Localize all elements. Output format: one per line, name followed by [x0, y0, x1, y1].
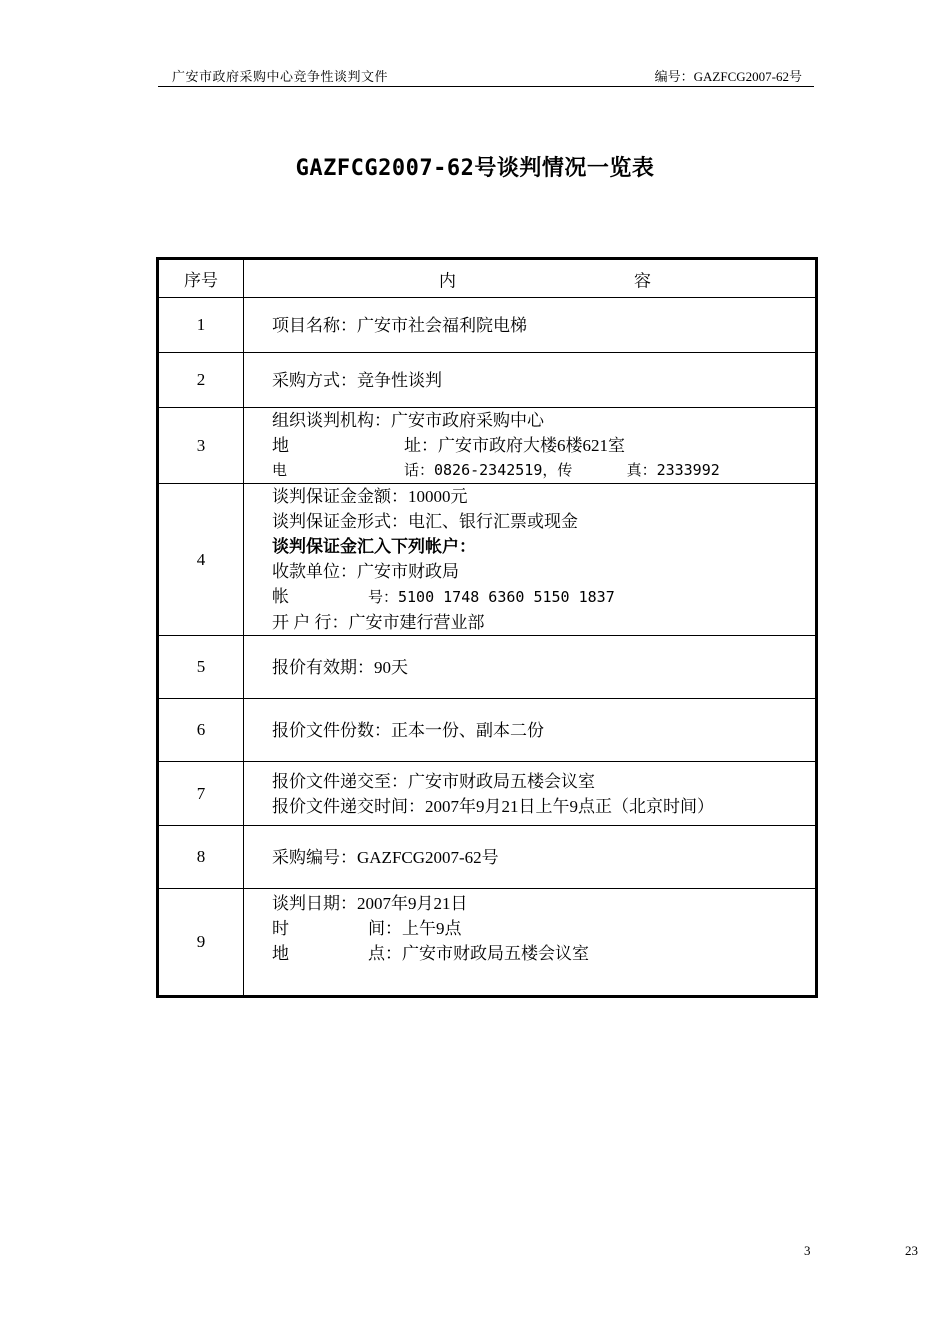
phone-label: 电: [272, 461, 288, 479]
row-number: 5: [158, 636, 244, 699]
procurement-method-line: 采购方式：竞争性谈判: [272, 370, 442, 390]
account-label: 帐: [272, 587, 289, 606]
row-content: [244, 484, 817, 636]
quote-validity-line: 报价有效期：90天: [272, 657, 408, 677]
document-copies-line: 报价文件份数：正本一份、副本二份: [272, 720, 544, 740]
header-cell-no: 序号: [158, 259, 244, 298]
row-content: [244, 889, 817, 997]
row-number: 3: [158, 408, 244, 484]
deposit-form-line: 谈判保证金形式：电汇、银行汇票或现金: [272, 512, 578, 531]
place-value: 点：广安市财政局五楼会议室: [368, 944, 589, 963]
header-content-char-1: 内: [439, 271, 456, 290]
address-value: 址：广安市政府大楼6楼621室: [404, 436, 625, 455]
row-content: [244, 298, 817, 353]
time-label: 时: [272, 919, 289, 938]
account-number-line: [272, 584, 815, 610]
organizer-line: 组织谈判机构：广安市政府采购中心: [272, 411, 544, 430]
account-value: 号：5100 1748 6360 5150 1837: [368, 588, 615, 606]
fax-value: 真：2333992: [626, 461, 720, 479]
negotiation-place-line: [272, 941, 815, 966]
row-content: [244, 699, 817, 762]
table-row: [158, 826, 817, 889]
negotiation-date-line: 谈判日期：2007年9月21日: [272, 894, 468, 913]
table-row: [158, 762, 817, 826]
negotiation-time-line: [272, 916, 815, 941]
row-content: [244, 408, 817, 484]
time-value: 间：上午9点: [368, 919, 462, 938]
row-number: 2: [158, 353, 244, 408]
table-row: [158, 699, 817, 762]
row-number: 4: [158, 484, 244, 636]
header-divider: [158, 86, 814, 87]
row-number: 7: [158, 762, 244, 826]
address-label: 地: [272, 436, 289, 455]
table-row: [158, 353, 817, 408]
row-number: 8: [158, 826, 244, 889]
row-content: [244, 353, 817, 408]
table-row: [158, 889, 817, 997]
table-row: [158, 298, 817, 353]
payee-line: 收款单位：广安市财政局: [272, 562, 459, 581]
procurement-code-line: 采购编号：GAZFCG2007-62号: [272, 847, 499, 867]
address-line: [272, 433, 815, 458]
phone-value: 话：0826-2342519，传: [404, 461, 573, 479]
header-document-code: 编号：GAZFCG2007-62号: [654, 69, 802, 84]
table-row: [158, 484, 817, 636]
row-content: [244, 826, 817, 889]
negotiation-overview-table: [156, 257, 818, 998]
header-content-char-2: 容: [634, 271, 651, 290]
deposit-account-heading: 谈判保证金汇入下列帐户：: [272, 537, 476, 556]
table-header-row: [158, 259, 817, 298]
row-number: 1: [158, 298, 244, 353]
page-title: GAZFCG2007-62号谈判情况一览表: [295, 156, 655, 181]
header-document-name: 广安市政府采购中心竞争性谈判文件: [172, 69, 389, 84]
row-number: 9: [158, 889, 244, 997]
bank-line: 开 户 行：广安市建行营业部: [272, 613, 485, 632]
row-content: [244, 636, 817, 699]
header-cell-content: [244, 259, 817, 298]
total-pages: 23: [905, 1243, 918, 1258]
project-name-line: 项目名称：广安市社会福利院电梯: [272, 315, 527, 335]
deposit-amount-line: 谈判保证金金额：10000元: [272, 487, 468, 506]
page-number: 3: [804, 1243, 811, 1258]
table-row: [158, 408, 817, 484]
row-number: 6: [158, 699, 244, 762]
submission-place-line: 报价文件递交至：广安市财政局五楼会议室: [272, 771, 595, 791]
row-content: [244, 762, 817, 826]
table-row: [158, 636, 817, 699]
place-label: 地: [272, 944, 289, 963]
phone-fax-line: [272, 458, 815, 483]
submission-time-line: 报价文件递交时间：2007年9月21日上午9点正（北京时间）: [272, 796, 714, 816]
